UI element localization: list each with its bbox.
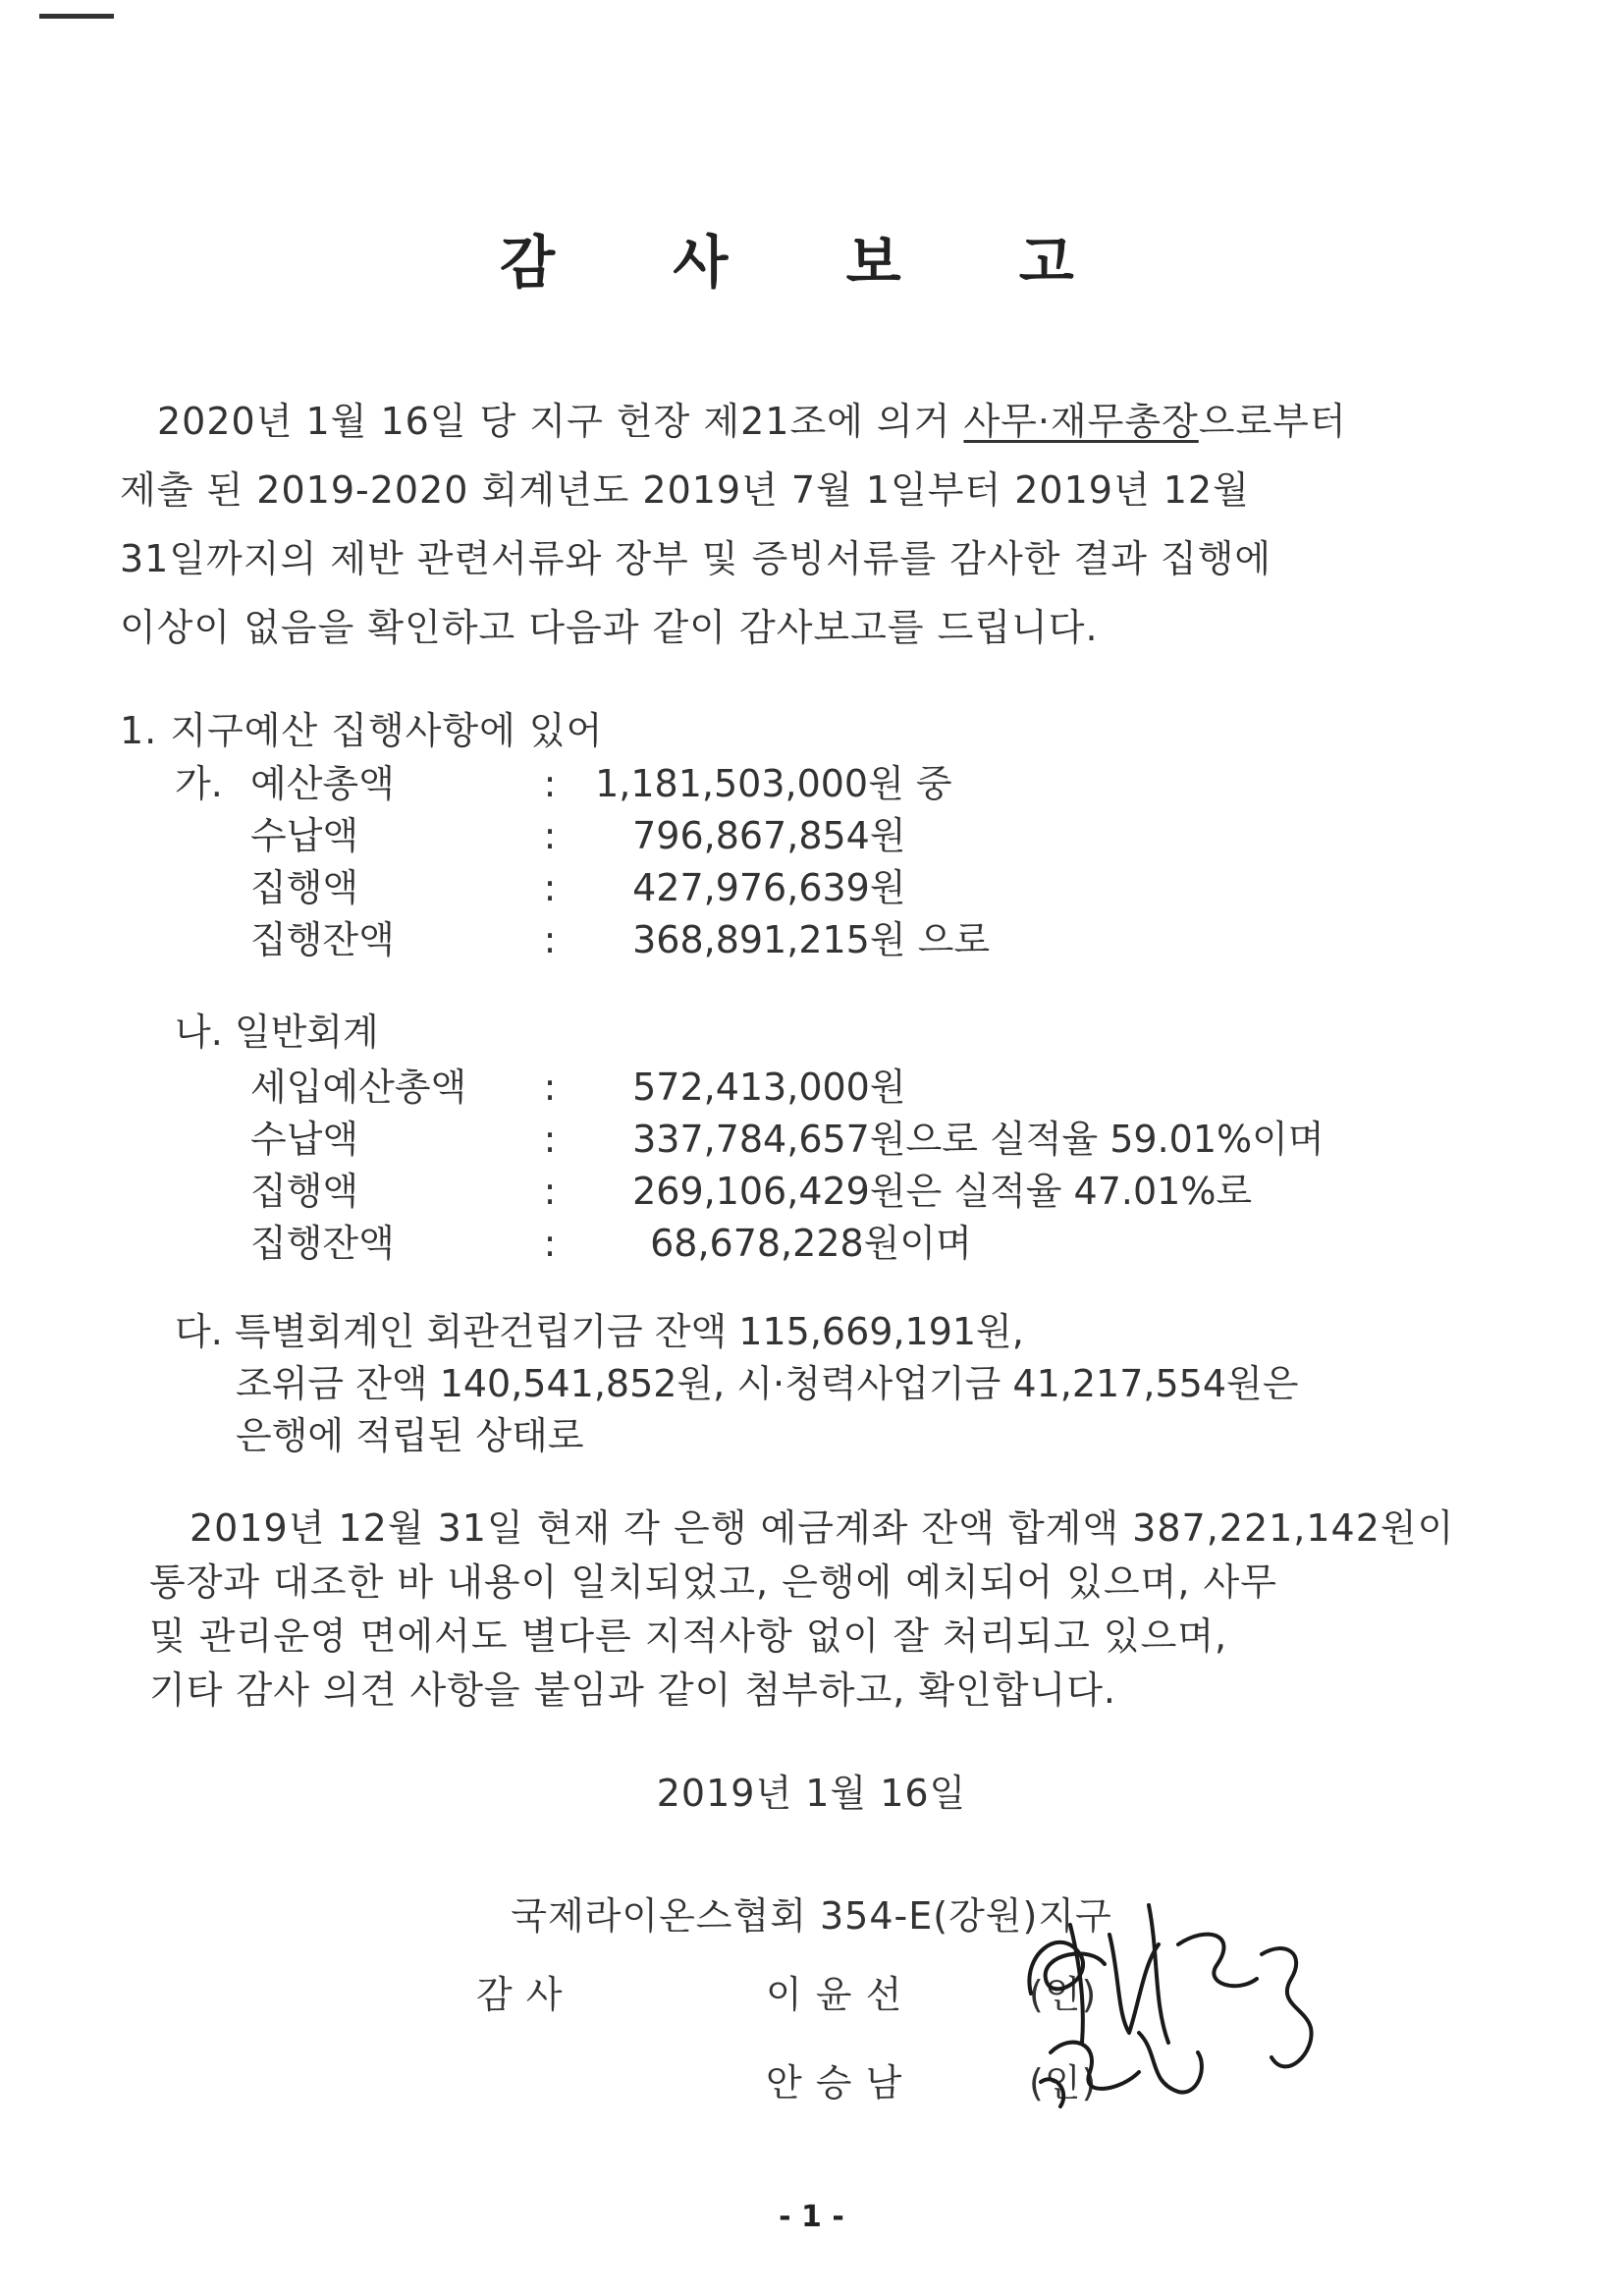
ga-row-value: 427,976,639원 (632, 866, 906, 909)
colon: : (543, 1118, 557, 1161)
ga-row-value: 368,891,215원 으로 (632, 918, 991, 961)
da-line-3: 은행에 적립된 상태로 (236, 1414, 584, 1457)
ga-row-value: 796,867,854원 (632, 814, 906, 857)
intro-line-1-start: 2020년 1월 16일 당 지구 헌장 제21조에 의거 (157, 400, 964, 443)
closing-line-2: 통장과 대조한 바 내용이 일치되었고, 은행에 예치되어 있으며, 사무 (149, 1560, 1277, 1604)
ga-prefix: 가. (175, 762, 223, 805)
top-edge-mark (39, 14, 114, 19)
auditor-name-1: 이 윤 선 (766, 1973, 903, 2016)
na-row-value: 269,106,429원은 실적율 47.01%로 (632, 1170, 1253, 1213)
closing-line-1: 2019년 12월 31일 현재 각 은행 예금계좌 잔액 합계액 387,221,142원이 (189, 1506, 1455, 1550)
ga-row-total (250, 753, 952, 807)
na-row-label: 수납액 (250, 1118, 359, 1161)
na-row-label: 세입예산총액 (250, 1066, 467, 1109)
na-heading: 나. 일반회계 (175, 1011, 379, 1054)
organization-name: 국제라이온스협회 354-E(강원)지구 (511, 1894, 1112, 1938)
ga-row-label: 수납액 (250, 814, 359, 857)
colon: : (543, 1222, 557, 1265)
report-date: 2019년 1월 16일 (656, 1772, 967, 1815)
page-title: 감 사 보 고 (500, 229, 1123, 296)
closing-line-3: 및 관리운영 면에서도 별다른 지적사항 없이 잘 처리되고 있으며, (149, 1614, 1228, 1658)
na-row-label: 집행액 (250, 1170, 359, 1213)
colon: : (543, 1066, 557, 1109)
ga-row-label: 집행액 (250, 866, 359, 909)
section1-heading: 1. 지구예산 집행사항에 있어 (120, 709, 604, 752)
intro-underlined-term: 사무·재무총장 (963, 400, 1199, 443)
intro-line-4: 이상이 없음을 확인하고 다음과 같이 감사보고를 드립니다. (120, 606, 1099, 649)
na-row-executed (250, 1161, 1252, 1215)
colon: : (543, 814, 557, 857)
na-row-budget (250, 1057, 906, 1111)
closing-line-4: 기타 감사 의견 사항을 붙임과 같이 첨부하고, 확인합니다. (149, 1668, 1116, 1712)
signature-scribble (1011, 1886, 1335, 2121)
ga-row-executed (250, 857, 906, 911)
auditor-name-2: 안 승 남 (766, 2061, 903, 2105)
ga-row-balance (250, 909, 990, 963)
intro-line-3: 31일까지의 제반 관련서류와 장부 및 증빙서류를 감사한 결과 집행에 (120, 537, 1272, 580)
na-row-received (250, 1109, 1325, 1163)
na-row-value: 337,784,657원으로 실적율 59.01%이며 (632, 1118, 1325, 1161)
ga-row-value: 1,181,503,000원 중 (595, 762, 952, 805)
na-row-value: 572,413,000원 (632, 1066, 906, 1109)
na-row-label: 집행잔액 (250, 1222, 395, 1265)
seal-mark-2: (인) (1029, 2061, 1098, 2105)
intro-line-1 (157, 391, 1347, 445)
auditor-label: 감 사 (476, 1973, 564, 2016)
ga-row-received (250, 805, 906, 859)
colon: : (543, 762, 557, 805)
colon: : (543, 866, 557, 909)
ga-row-label: 집행잔액 (250, 918, 395, 961)
na-row-balance (250, 1213, 972, 1267)
colon: : (543, 1170, 557, 1213)
seal-mark-1: (인) (1029, 1973, 1098, 2016)
na-row-value: 68,678,228원이며 (650, 1222, 972, 1265)
ga-row-label: 예산총액 (250, 762, 395, 805)
page-number: - 1 - (779, 2200, 844, 2234)
da-line-1: 다. 특별회계인 회관건립기금 잔액 115,669,191원, (175, 1310, 1024, 1353)
da-line-2: 조위금 잔액 140,541,852원, 시·청력사업기금 41,217,554원은 (236, 1362, 1299, 1405)
colon: : (543, 918, 557, 961)
intro-line-1-end: 으로부터 (1198, 400, 1347, 443)
intro-line-2: 제출 된 2019-2020 회계년도 2019년 7월 1일부터 2019년 12월 (120, 468, 1250, 512)
